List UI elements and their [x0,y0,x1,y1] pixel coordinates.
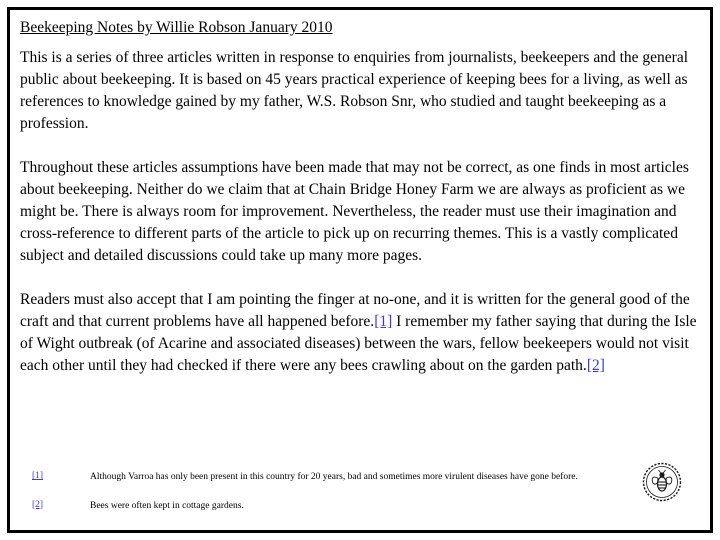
paragraph-readers-text-1: Readers must also accept that I am pointing the finger at no-one, and it is written for the general good of the craft and that current problems have all happened before. [20,290,690,330]
page-title [20,18,698,39]
footnote-row [32,471,630,483]
bee-logo-icon [642,462,682,502]
footnote-marker-1[interactable]: [1] [32,471,44,482]
paragraph-readers-text-2: I remember my father saying that during the Isle of Wight outbreak (of Acarine and associated diseases) between the wars, fellow beekeepers would not visit each other until they had checked if there were any bees crawling about on the garden path. [20,312,697,374]
paragraph-readers [20,289,698,377]
page-title-text: Beekeeping Notes by Willie Robson January 2010 [20,19,333,36]
paragraph-intro: This is a series of three articles written in response to enquiries from journalists, beekeepers and the general public about beekeeping. It is based on 45 years practical experience of keeping bees for a living, as well as references to knowledge gained by my father, W.S. Robson Snr, who studied and taught beekeeping as a profession. [20,48,688,132]
footnote-marker-2[interactable]: [2] [32,499,44,510]
footnote-ref-link-2[interactable]: [2] [586,356,605,374]
footnote-text-1: Although Varroa has only been present in this country for 20 years, bad and sometimes more virulent diseases have gone before. [90,472,578,483]
footnote-ref-link-1[interactable]: [1] [374,312,393,330]
paragraph-assumptions: Throughout these articles assumptions have been made that may not be correct, as one finds in most articles about beekeeping. Neither do we claim that at Chain Bridge Honey Farm we are always as proficient as we might be. There is always room for improvement. Nevertheless, the reader must use their imagination and cross-reference to different parts of the article to pick up on recurring themes. This is a vastly complicated subject and detailed discussions could take up many more pages. [20,158,689,264]
footnote-text-2: Bees were often kept in cottage gardens. [90,500,244,511]
footnotes-section [32,471,630,512]
page-frame [7,7,713,533]
footnote-row [32,500,630,512]
